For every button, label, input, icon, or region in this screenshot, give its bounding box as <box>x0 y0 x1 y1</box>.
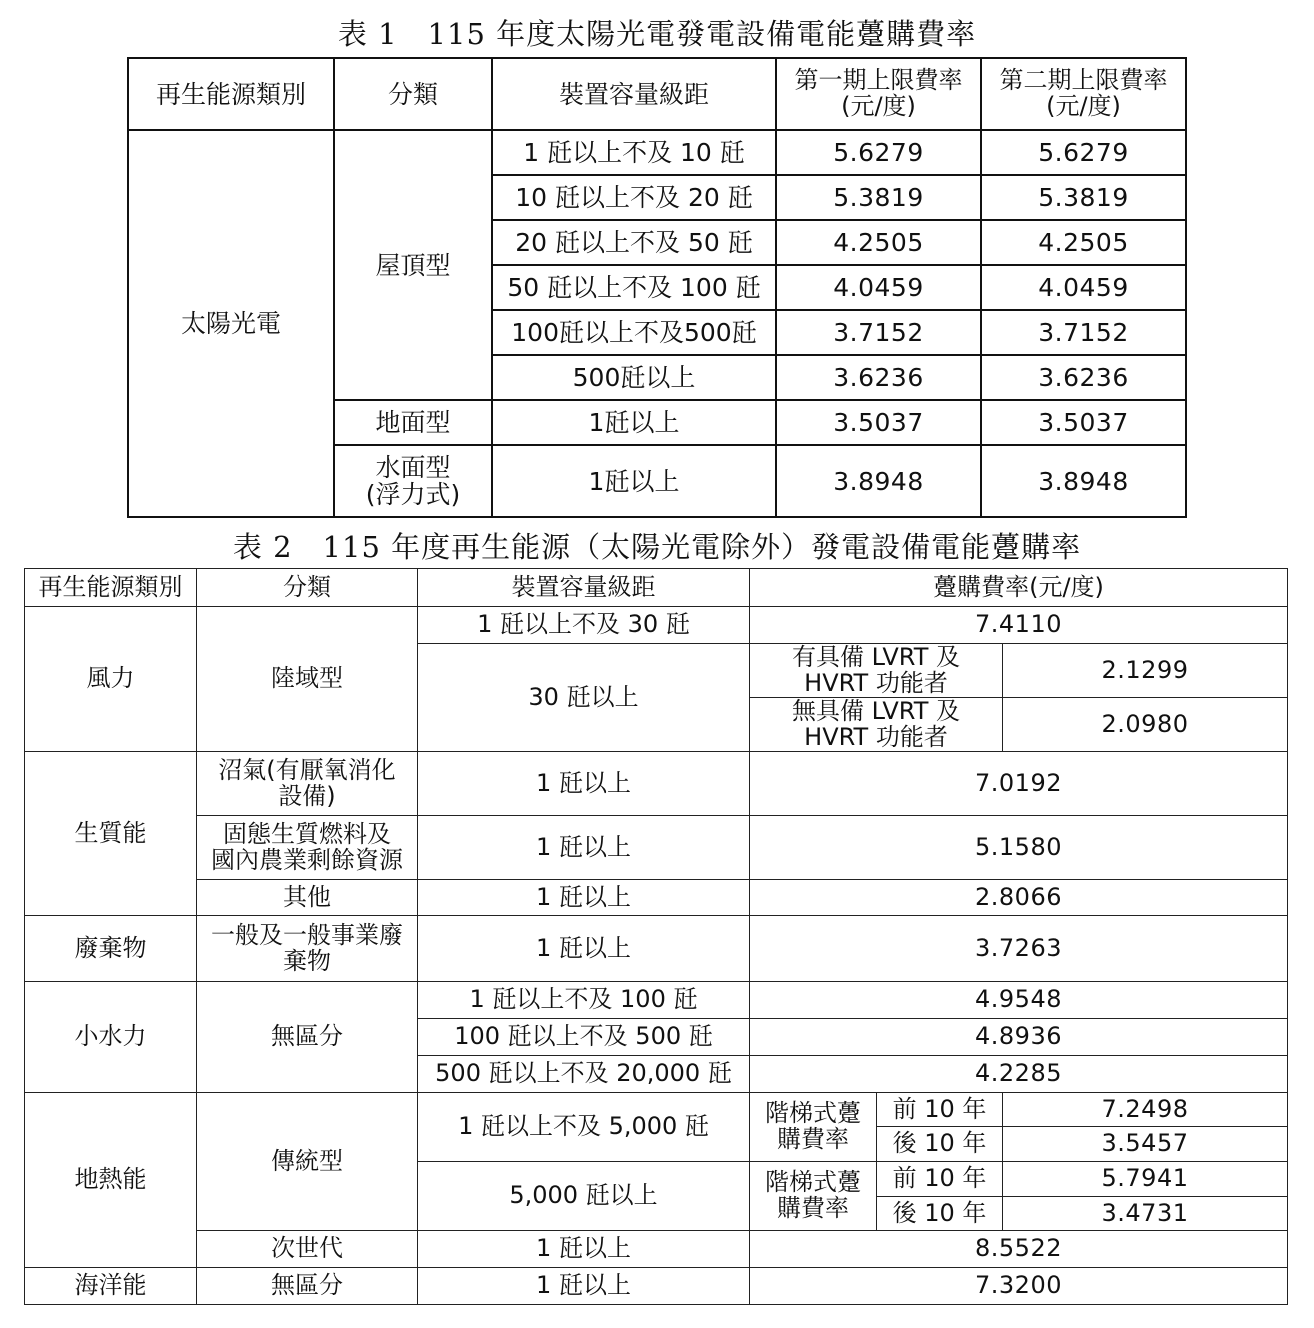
tiered-line1: 階梯式躉 <box>765 1099 861 1128</box>
rate-cell: 5.7941 <box>1003 1162 1288 1197</box>
type-cell: 無區分 <box>197 1268 418 1305</box>
ground-type: 地面型 <box>334 400 492 445</box>
table-row <box>25 752 1288 816</box>
rate-cell: 4.2285 <box>750 1056 1288 1093</box>
rate2-cell: 4.0459 <box>981 265 1186 310</box>
lvrt-without-label <box>750 698 1003 752</box>
lvrt-with-line2: HVRT 功能者 <box>804 668 948 697</box>
header-rate-period2 <box>981 58 1186 130</box>
capacity-cell: 100 瓩以上不及 500 瓩 <box>418 1019 750 1056</box>
rate2-cell: 5.6279 <box>981 130 1186 175</box>
table-row <box>25 1093 1288 1127</box>
rate-cell: 4.9548 <box>750 982 1288 1019</box>
renewable-tariff-table <box>24 568 1288 1305</box>
solar-category: 太陽光電 <box>128 130 334 517</box>
rate2-cell: 3.6236 <box>981 355 1186 400</box>
rate1-cell: 3.8948 <box>776 445 981 517</box>
rate2-cell: 3.7152 <box>981 310 1186 355</box>
after-10-years-label: 後 10 年 <box>877 1127 1003 1162</box>
after-10-years-label: 後 10 年 <box>877 1197 1003 1231</box>
type-line2: 國內農業剩餘資源 <box>211 845 403 874</box>
lvrt-with-line1: 有具備 LVRT 及 <box>792 642 960 671</box>
tiered-line1: 階梯式躉 <box>765 1168 861 1197</box>
type-line2: 棄物 <box>283 946 331 975</box>
water-type-label: 水面型 <box>375 453 451 482</box>
capacity-cell: 1 瓩以上 <box>418 1231 750 1268</box>
table-row <box>25 816 1288 880</box>
type-cell: 次世代 <box>197 1231 418 1268</box>
capacity-cell: 1 瓩以上 <box>418 752 750 816</box>
lvrt-without-line2: HVRT 功能者 <box>804 722 948 751</box>
capacity-cell: 10 瓩以上不及 20 瓩 <box>492 175 776 220</box>
capacity-cell: 1瓩以上 <box>492 400 776 445</box>
tiered-rate-label <box>750 1162 877 1231</box>
capacity-cell: 100瓩以上不及500瓩 <box>492 310 776 355</box>
rate2-cell: 3.8948 <box>981 445 1186 517</box>
table2-caption: 表 2 115 年度再生能源（太陽光電除外）發電設備電能躉購率 <box>232 530 1082 564</box>
rate-cell: 7.3200 <box>750 1268 1288 1305</box>
ocean-category: 海洋能 <box>25 1268 197 1305</box>
header-category: 再生能源類別 <box>128 58 334 130</box>
header-rate2-unit: (元/度) <box>1046 92 1121 120</box>
lvrt-with-label <box>750 644 1003 698</box>
type-cell <box>197 816 418 880</box>
capacity-cell: 5,000 瓩以上 <box>418 1162 750 1231</box>
waste-category: 廢棄物 <box>25 916 197 982</box>
type-cell <box>197 916 418 982</box>
header-type: 分類 <box>334 58 492 130</box>
rate-cell: 5.1580 <box>750 816 1288 880</box>
header-category: 再生能源類別 <box>25 569 197 607</box>
capacity-cell: 20 瓩以上不及 50 瓩 <box>492 220 776 265</box>
table-row <box>25 982 1288 1019</box>
rate-cell: 7.0192 <box>750 752 1288 816</box>
header-capacity: 裝置容量級距 <box>492 58 776 130</box>
type-line1: 沼氣(有厭氧消化 <box>218 755 396 784</box>
table2-header-row <box>25 569 1288 607</box>
capacity-cell: 1 瓩以上不及 30 瓩 <box>418 607 750 644</box>
table-row <box>25 607 1288 644</box>
solar-tariff-table <box>127 57 1187 518</box>
type-line1: 一般及一般事業廢 <box>211 920 403 949</box>
header-rate2-label: 第二期上限費率 <box>999 66 1168 95</box>
rate-cell: 8.5522 <box>750 1231 1288 1268</box>
rate1-cell: 3.7152 <box>776 310 981 355</box>
capacity-cell: 1 瓩以上 <box>418 816 750 880</box>
rate-cell: 2.1299 <box>1003 644 1288 698</box>
tiered-rate-label <box>750 1093 877 1162</box>
biomass-category: 生質能 <box>25 752 197 916</box>
capacity-cell: 1 瓩以上不及 100 瓩 <box>418 982 750 1019</box>
header-type: 分類 <box>197 569 418 607</box>
rate1-cell: 3.6236 <box>776 355 981 400</box>
type-cell <box>197 752 418 816</box>
tiered-line2: 購費率 <box>777 1194 849 1222</box>
lvrt-without-line1: 無具備 LVRT 及 <box>792 696 960 725</box>
capacity-cell: 500 瓩以上不及 20,000 瓩 <box>418 1056 750 1093</box>
rate-cell: 7.4110 <box>750 607 1288 644</box>
rate1-cell: 3.5037 <box>776 400 981 445</box>
first-10-years-label: 前 10 年 <box>877 1093 1003 1127</box>
rate-cell: 3.7263 <box>750 916 1288 982</box>
capacity-cell: 1 瓩以上不及 10 瓩 <box>492 130 776 175</box>
rate2-cell: 5.3819 <box>981 175 1186 220</box>
table-row <box>128 130 1186 175</box>
rate2-cell: 3.5037 <box>981 400 1186 445</box>
header-rate1-unit: (元/度) <box>841 92 916 120</box>
capacity-cell: 30 瓩以上 <box>418 644 750 752</box>
rate1-cell: 4.0459 <box>776 265 981 310</box>
rate-cell: 3.5457 <box>1003 1127 1288 1162</box>
capacity-cell: 500瓩以上 <box>492 355 776 400</box>
capacity-cell: 1瓩以上 <box>492 445 776 517</box>
water-type-sublabel: (浮力式) <box>365 480 461 509</box>
first-10-years-label: 前 10 年 <box>877 1162 1003 1197</box>
rate-cell: 4.8936 <box>750 1019 1288 1056</box>
geothermal-category: 地熱能 <box>25 1093 197 1268</box>
capacity-cell: 1 瓩以上不及 5,000 瓩 <box>418 1093 750 1162</box>
header-rate-period1 <box>776 58 981 130</box>
capacity-cell: 50 瓩以上不及 100 瓩 <box>492 265 776 310</box>
rate1-cell: 4.2505 <box>776 220 981 265</box>
wind-category: 風力 <box>25 607 197 752</box>
rate-cell: 2.0980 <box>1003 698 1288 752</box>
type-line2: 設備) <box>278 781 336 810</box>
table-row <box>25 916 1288 982</box>
capacity-cell: 1 瓩以上 <box>418 916 750 982</box>
rate-cell: 2.8066 <box>750 880 1288 916</box>
table1-caption: 表 1 115 年度太陽光電發電設備電能躉購費率 <box>337 17 977 51</box>
table1-header-row <box>128 58 1186 130</box>
header-capacity: 裝置容量級距 <box>418 569 750 607</box>
rate-cell: 7.2498 <box>1003 1093 1288 1127</box>
rooftop-type: 屋頂型 <box>334 130 492 400</box>
type-cell: 其他 <box>197 880 418 916</box>
wind-type: 陸域型 <box>197 607 418 752</box>
header-rate1-label: 第一期上限費率 <box>794 66 963 95</box>
tiered-line2: 購費率 <box>777 1125 849 1153</box>
table-row <box>25 880 1288 916</box>
geothermal-traditional-type: 傳統型 <box>197 1093 418 1231</box>
rate-cell: 3.4731 <box>1003 1197 1288 1231</box>
hydro-category: 小水力 <box>25 982 197 1093</box>
rate1-cell: 5.6279 <box>776 130 981 175</box>
capacity-cell: 1 瓩以上 <box>418 1268 750 1305</box>
header-rate: 躉購費率(元/度) <box>750 569 1288 607</box>
capacity-cell: 1 瓩以上 <box>418 880 750 916</box>
table-row <box>25 1268 1288 1305</box>
rate1-cell: 5.3819 <box>776 175 981 220</box>
type-line1: 固態生質燃料及 <box>223 819 391 848</box>
table-row <box>25 1231 1288 1268</box>
hydro-type: 無區分 <box>197 982 418 1093</box>
water-type <box>334 445 492 517</box>
rate2-cell: 4.2505 <box>981 220 1186 265</box>
